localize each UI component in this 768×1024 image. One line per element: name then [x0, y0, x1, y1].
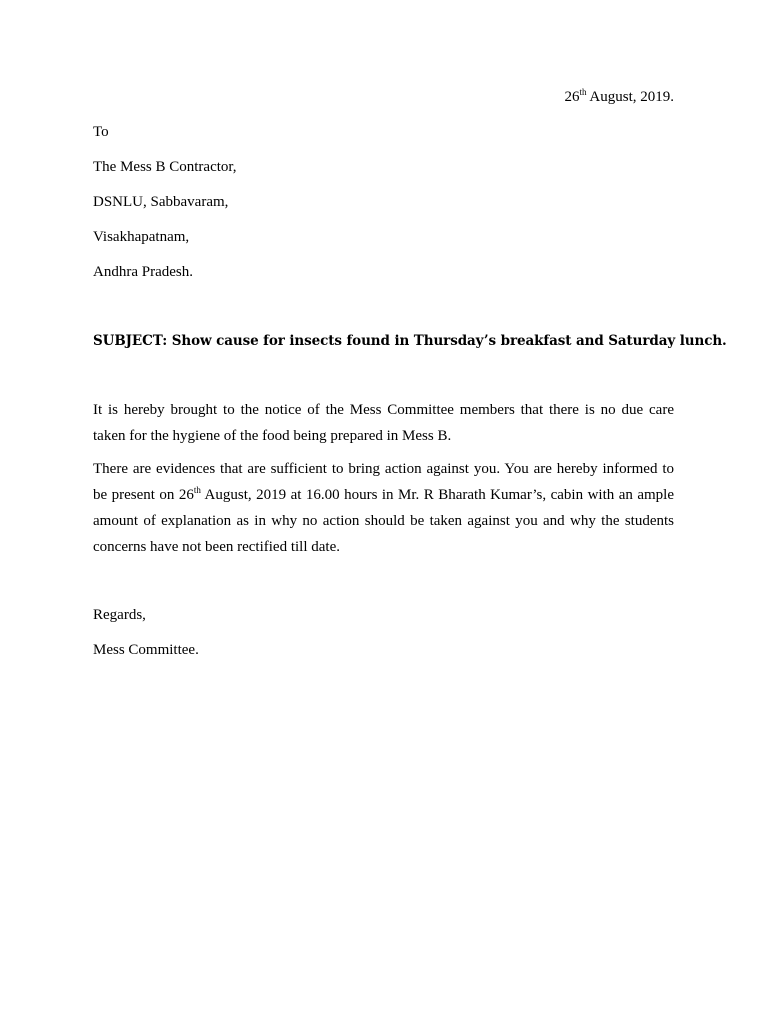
paragraph-2-part-2: August, 2019 at 16.00 hours in Mr. R Bharath Kumar’s, cabin with an ample amount of explanation as in why no action should be taken against you and why the students concerns have not been rectified till date. [93, 487, 674, 555]
recipient-line-2: DSNLU, Sabbavaram, [93, 194, 229, 210]
signature: Mess Committee. [93, 642, 199, 658]
recipient-line-4: Andhra Pradesh. [93, 264, 193, 280]
salutation-to: To [93, 124, 109, 140]
closing-regards: Regards, [93, 607, 146, 623]
date-suffix: th [579, 87, 587, 97]
paragraph-2-sup: th [193, 485, 201, 495]
recipient-line-3: Visakhapatnam, [93, 229, 190, 245]
body-paragraph-2 [93, 456, 674, 560]
date-day: 26 [564, 89, 580, 105]
paragraph-2-part-1: There are evidences that are sufficient to bring action against you. You are hereby informed to be present on 26 [93, 461, 674, 503]
recipient-line-1: The Mess B Contractor, [93, 159, 237, 175]
date-rest: August, 2019. [586, 89, 674, 105]
letter-date [564, 88, 674, 106]
subject-line: SUBJECT: Show cause for insects found in Thursday’s breakfast and Saturday lunch. [93, 333, 727, 349]
body-paragraph-1: It is hereby brought to the notice of the Mess Committee members that there is no due care taken for the hygiene of the food being prepared in Mess B. [93, 402, 674, 444]
